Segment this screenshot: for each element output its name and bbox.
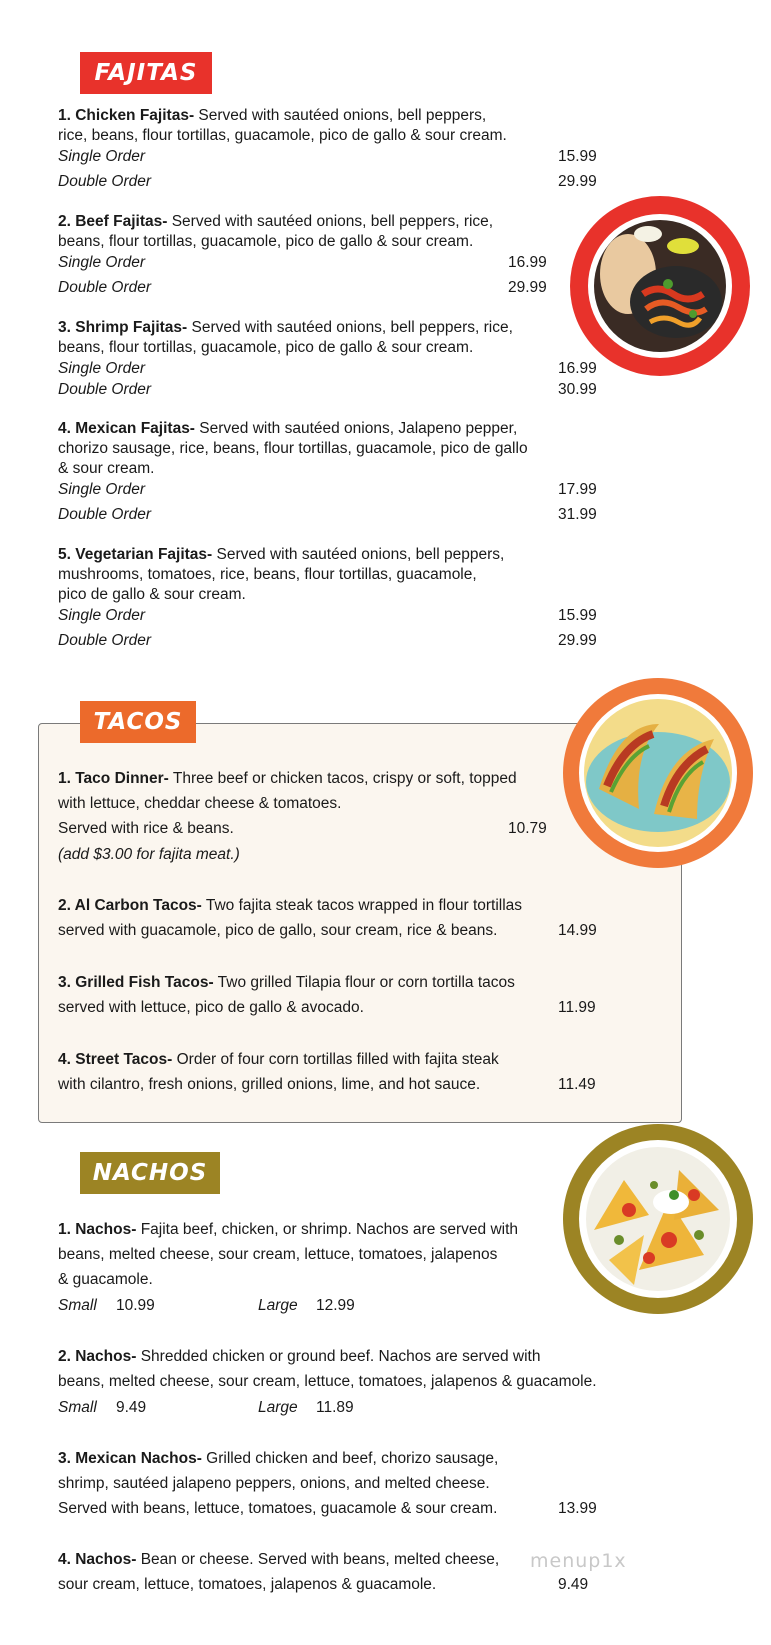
taco-3-line2: served with lettuce, pico de gallo & avocado. (58, 999, 364, 1016)
nacho-4-line1: 4. Nachos- Bean or cheese. Served with beans, melted cheese, (58, 1551, 500, 1568)
fajita-3-single-label: Single Order (58, 360, 146, 377)
taco-4-price: 11.49 (558, 1076, 596, 1093)
fajita-5-line2: mushrooms, tomatoes, rice, beans, flour tortillas, guacamole, (58, 566, 477, 583)
fajita-4-line1: 4. Mexican Fajitas- Served with sautéed onions, Jalapeno pepper, (58, 420, 518, 437)
taco-3-line1: 3. Grilled Fish Tacos- Two grilled Tilapia flour or corn tortilla tacos (58, 974, 515, 991)
fajita-3-double-label: Double Order (58, 381, 152, 398)
taco-3-price: 11.99 (558, 999, 596, 1016)
fajita-4-line3: & sour cream. (58, 460, 155, 477)
fajita-2-single-price: 16.99 (508, 254, 547, 271)
fajita-1-double-price: 29.99 (558, 173, 597, 190)
fajita-4-single-price: 17.99 (558, 481, 597, 498)
fajita-3-double-price: 30.99 (558, 381, 597, 398)
taco-2-line1: 2. Al Carbon Tacos- Two fajita steak tacos wrapped in flour tortillas (58, 897, 523, 914)
tacos-title: TACOS (93, 709, 183, 735)
nacho-3-line3: Served with beans, lettuce, tomatoes, guacamole & sour cream. (58, 1500, 498, 1517)
nacho-2-line1: 2. Nachos- Shredded chicken or ground beef. Nachos are served with (58, 1348, 541, 1365)
nacho-1-line2: beans, melted cheese, sour cream, lettuce, tomatoes, jalapenos (58, 1246, 498, 1263)
fajita-5-double-price: 29.99 (558, 632, 597, 649)
fajita-4-single-label: Single Order (58, 481, 146, 498)
fajita-2-double-label: Double Order (58, 279, 152, 296)
taco-1-line3: Served with rice & beans. (58, 820, 234, 837)
nacho-2-large-label: Large (258, 1399, 298, 1416)
nachos-plate-image (563, 1124, 753, 1314)
taco-4-line2: with cilantro, fresh onions, grilled onions, lime, and hot sauce. (58, 1076, 481, 1093)
nacho-2-small-label: Small (58, 1399, 97, 1416)
nacho-2-large-price: 11.89 (316, 1399, 354, 1416)
taco-4-line1: 4. Street Tacos- Order of four corn tortillas filled with fajita steak (58, 1051, 499, 1068)
fajita-3-single-price: 16.99 (558, 360, 597, 377)
nacho-2-line2: beans, melted cheese, sour cream, lettuce, tomatoes, jalapenos & guacamole. (58, 1373, 597, 1390)
fajita-5-single-price: 15.99 (558, 607, 597, 624)
nacho-3-line1: 3. Mexican Nachos- Grilled chicken and beef, chorizo sausage, (58, 1450, 499, 1467)
nacho-2-small-price: 9.49 (116, 1399, 147, 1416)
taco-1-note: (add $3.00 for fajita meat.) (58, 846, 240, 863)
fajita-3-line1: 3. Shrimp Fajitas- Served with sautéed onions, bell peppers, rice, (58, 319, 513, 336)
fajita-2-single-label: Single Order (58, 254, 146, 271)
fajita-5-line3: pico de gallo & sour cream. (58, 586, 246, 603)
taco-1-price: 10.79 (508, 820, 547, 837)
fajita-2-double-price: 29.99 (508, 279, 547, 296)
nacho-1-small-label: Small (58, 1297, 97, 1314)
fajita-2-line2: beans, flour tortillas, guacamole, pico de gallo & sour cream. (58, 233, 474, 250)
fajita-3-line2: beans, flour tortillas, guacamole, pico de gallo & sour cream. (58, 339, 474, 356)
nacho-1-large-price: 12.99 (316, 1297, 355, 1314)
fajitas-title: FAJITAS (94, 60, 198, 86)
fajita-1-line2: rice, beans, flour tortillas, guacamole, pico de gallo & sour cream. (58, 127, 507, 144)
fajita-1-single-price: 15.99 (558, 148, 597, 165)
fajita-4-double-label: Double Order (58, 506, 152, 523)
taco-2-line2: served with guacamole, pico de gallo, sour cream, rice & beans. (58, 922, 498, 939)
fajitas-banner (80, 52, 212, 94)
fajita-1-double-label: Double Order (58, 173, 152, 190)
nachos-banner (80, 1152, 220, 1194)
fajitas-plate-image (570, 196, 750, 376)
fajita-4-double-price: 31.99 (558, 506, 597, 523)
nacho-1-line3: & guacamole. (58, 1271, 153, 1288)
taco-1-line1: 1. Taco Dinner- Three beef or chicken tacos, crispy or soft, topped (58, 770, 517, 787)
nacho-3-price: 13.99 (558, 1500, 597, 1517)
taco-2-price: 14.99 (558, 922, 597, 939)
tacos-banner (80, 701, 196, 743)
taco-1-line2: with lettuce, cheddar cheese & tomatoes. (58, 795, 342, 812)
nachos-title: NACHOS (92, 1160, 208, 1186)
nacho-4-price: 9.49 (558, 1576, 589, 1593)
nacho-3-line2: shrimp, sautéed jalapeno peppers, onions, and melted cheese. (58, 1475, 490, 1492)
nacho-4-line2: sour cream, lettuce, tomatoes, jalapenos & guacamole. (58, 1576, 437, 1593)
fajita-5-double-label: Double Order (58, 632, 152, 649)
fajita-5-single-label: Single Order (58, 607, 146, 624)
fajita-4-line2: chorizo sausage, rice, beans, flour tortillas, guacamole, pico de gallo (58, 440, 528, 457)
nacho-1-large-label: Large (258, 1297, 298, 1314)
nacho-1-line1: 1. Nachos- Fajita beef, chicken, or shrimp. Nachos are served with (58, 1221, 519, 1238)
fajita-2-line1: 2. Beef Fajitas- Served with sautéed onions, bell peppers, rice, (58, 213, 494, 230)
fajita-5-line1: 5. Vegetarian Fajitas- Served with sautéed onions, bell peppers, (58, 546, 505, 563)
nacho-1-small-price: 10.99 (116, 1297, 155, 1314)
menupix-watermark: menup1x (530, 1550, 627, 1572)
fajita-1-single-label: Single Order (58, 148, 146, 165)
tacos-plate-image (563, 678, 753, 868)
fajita-1-line1: 1. Chicken Fajitas- Served with sautéed onions, bell peppers, (58, 107, 487, 124)
